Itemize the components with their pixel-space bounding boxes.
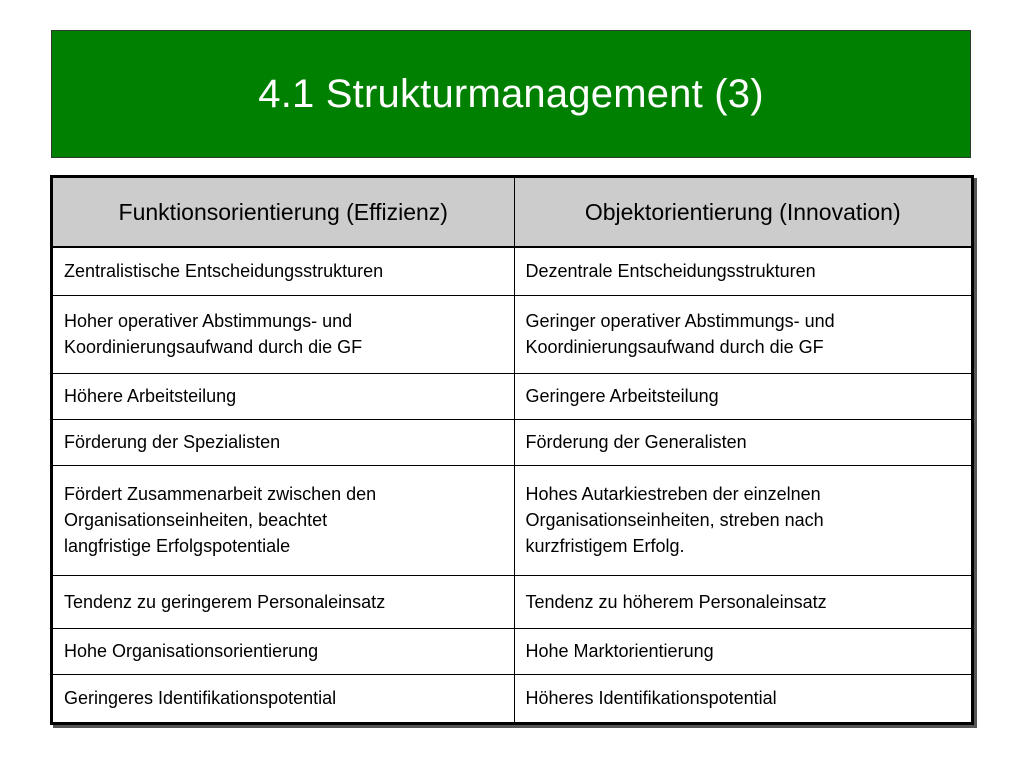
cell-text: Förderung der Spezialisten [64,432,281,452]
table-row [53,295,971,373]
cell-text: Fördert Zusammenarbeit zwischen den Organisationseinheiten, beachtet langfristige Erfolgspotentiale [64,484,377,556]
table-cell-left [53,628,514,674]
table-cell-right [514,419,971,465]
table-cell-left [53,674,514,722]
table-row [53,575,971,628]
comparison-table [53,178,971,722]
cell-text: Höheres Identifikationspotential [525,688,777,709]
cell-text: Tendenz zu geringerem Personaleinsatz [64,591,386,612]
header-funktionsorientierung: Funktionsorientierung (Effizienz) [53,178,514,247]
cell-text: Hoher operativer Abstimmungs- und Koordinierungsaufwand durch die GF [64,311,363,357]
table-header-row [53,178,971,247]
table-row [53,628,971,674]
table-cell-right [514,465,971,575]
cell-text: Hohe Organisationsorientierung [64,641,319,661]
table-cell-right [514,295,971,373]
table-cell-right [514,575,971,628]
table-cell-left [53,295,514,373]
table-row [53,465,971,575]
cell-text: Geringeres Identifikationspotential [64,688,337,709]
cell-text: Zentralistische Entscheidungsstrukturen [64,261,384,282]
table-cell-left [53,465,514,575]
cell-text: Höhere Arbeitsteilung [64,386,237,406]
table-row [53,247,971,295]
table-cell-right [514,373,971,419]
slide-title: 4.1 Strukturmanagement (3) [258,71,764,116]
table-cell-left [53,373,514,419]
table-row [53,674,971,722]
cell-text: Hohes Autarkiestreben der einzelnen Organisationseinheiten, streben nach kurzfristigem Erfolg. [525,484,824,556]
header-objektorientierung: Objektorientierung (Innovation) [514,178,971,247]
cell-text: Dezentrale Entscheidungsstrukturen [525,261,816,282]
cell-text: Tendenz zu höherem Personaleinsatz [525,591,827,612]
cell-text: Hohe Marktorientierung [525,641,714,661]
cell-text: Geringere Arbeitsteilung [525,386,719,406]
table-cell-left [53,419,514,465]
table-cell-left [53,247,514,295]
table-cell-right [514,247,971,295]
table-cell-right [514,628,971,674]
title-banner [51,30,971,158]
cell-text: Geringer operativer Abstimmungs- und Koordinierungsaufwand durch die GF [525,311,835,357]
table-row [53,419,971,465]
cell-text: Förderung der Generalisten [525,432,747,452]
table-row [53,373,971,419]
table-cell-left [53,575,514,628]
comparison-table-frame [50,175,974,725]
table-cell-right [514,674,971,722]
